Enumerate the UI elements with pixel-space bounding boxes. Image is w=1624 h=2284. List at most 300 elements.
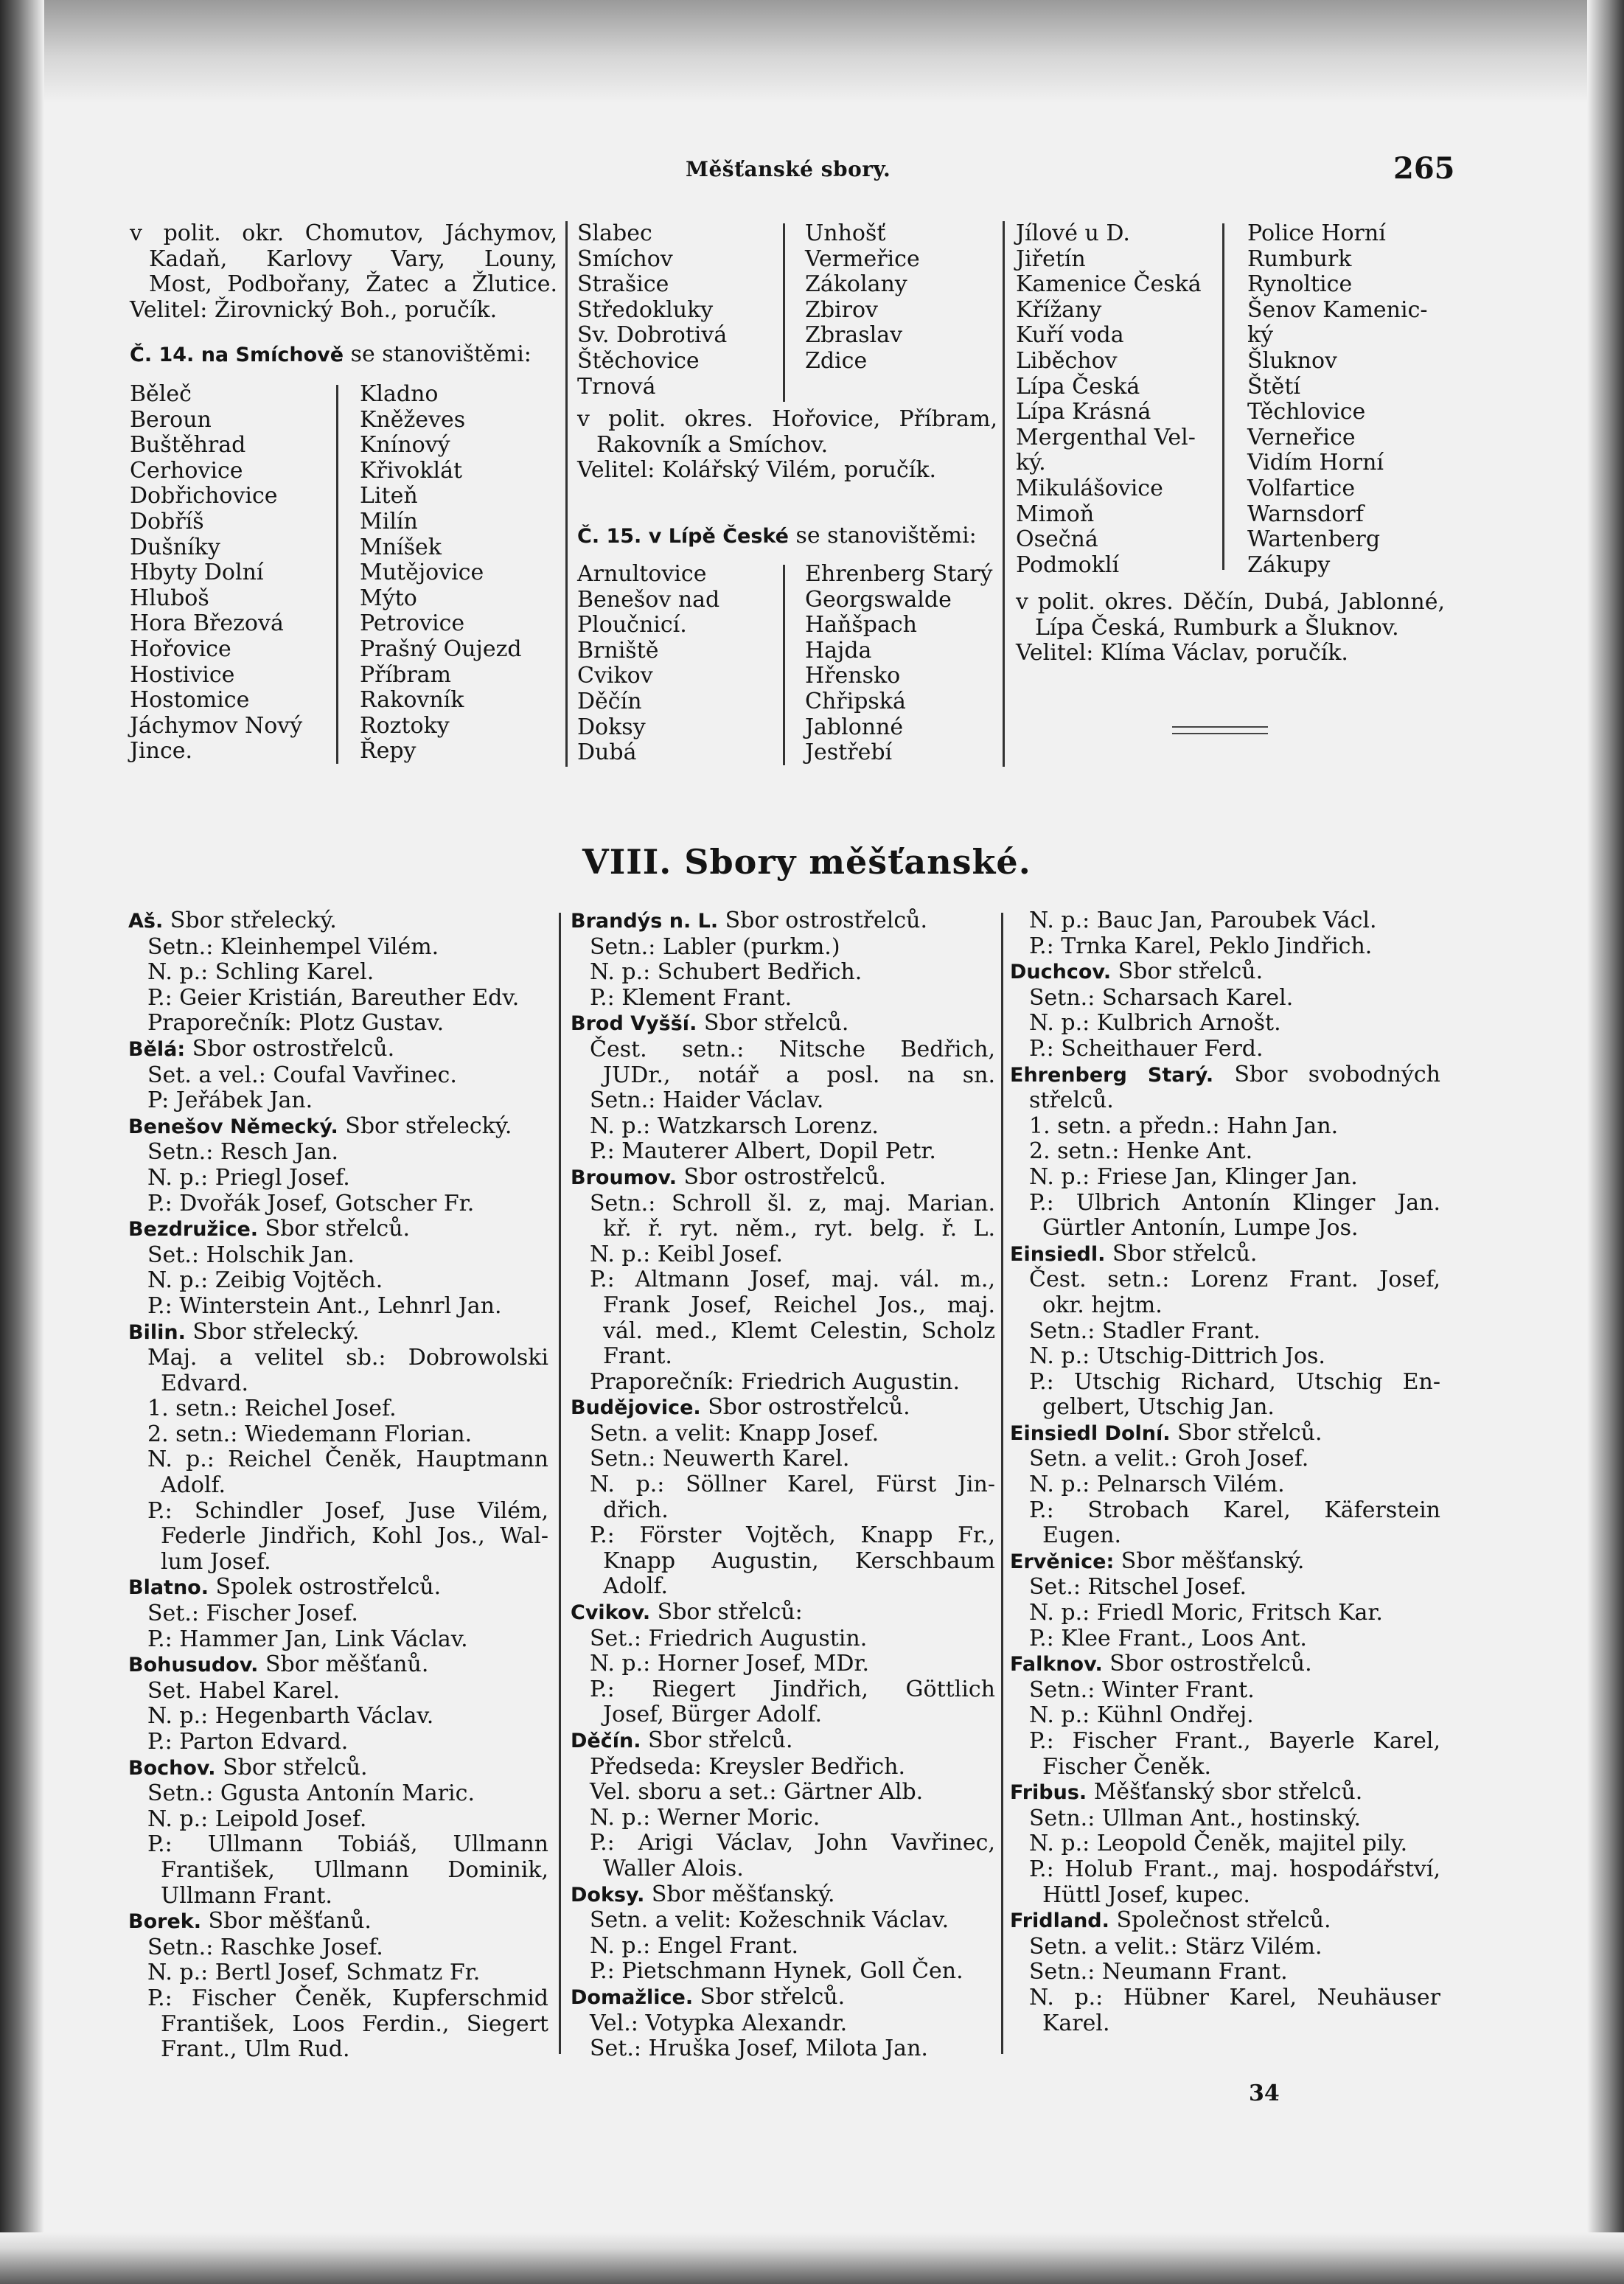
entry-text: Sbor střelecký. <box>338 1113 512 1139</box>
place-item: Hostomice <box>130 687 250 714</box>
place-item: Zákupy <box>1247 551 1331 578</box>
entry-line <box>128 1345 548 1371</box>
town-name: Borek. <box>128 1910 201 1934</box>
decorative-rule <box>1172 726 1268 728</box>
entry-heading <box>1010 1651 1440 1678</box>
place-item: Slabec <box>577 220 652 246</box>
entry-text: Set.: Friedrich Augustin. <box>590 1625 868 1651</box>
place-item: ký <box>1247 322 1274 349</box>
entry-line <box>571 1063 995 1089</box>
place-item: Hora Březová <box>130 610 284 637</box>
entry-line <box>571 1831 995 1856</box>
entry-text: Čest. setn.: Lorenz Frant. Josef, <box>1029 1267 1440 1293</box>
entry-line <box>1010 1446 1440 1472</box>
entry-text: 1. setn. a předn.: Hahn Jan. <box>1029 1113 1339 1139</box>
town-name: Ervěnice: <box>1010 1550 1115 1573</box>
entry-line <box>571 1498 995 1524</box>
place-item: Warnsdorf <box>1247 501 1364 527</box>
entry-text: P.: Altmann Josef, maj. vál. m., <box>590 1267 995 1293</box>
s15-outro <box>1016 590 1445 666</box>
entry-text: Sbor ostrostřelců. <box>677 1163 886 1190</box>
town-name: Doksy. <box>571 1883 645 1907</box>
entry-line <box>571 1242 995 1268</box>
entry-heading <box>571 1882 995 1909</box>
place-item: Wartenberg <box>1247 526 1381 553</box>
entry-line <box>1010 1806 1440 1832</box>
place-item: Hřensko <box>805 663 901 689</box>
entry-line <box>128 1781 548 1807</box>
entry-line <box>571 1267 995 1293</box>
entry-line <box>128 1294 548 1320</box>
entry-text: N. p.: Horner Josef, MDr. <box>590 1651 869 1677</box>
column-rule <box>1001 913 1003 2054</box>
town-name: Broumov. <box>571 1166 677 1189</box>
entry-text: Sbor měšťanů. <box>258 1651 429 1678</box>
entry-line <box>128 1088 548 1114</box>
place-item: Hořovice <box>130 636 231 662</box>
s14-title-rest: se stanovištěmi: <box>344 341 532 367</box>
entry-text: P.: Winterstein Ant., Lehnrl Jan. <box>147 1292 502 1319</box>
entry-text: N. p.: Kulbrich Arnošt. <box>1029 1010 1281 1037</box>
entry-text: P.: Ullmann Tobiáš, Ullmann <box>147 1831 548 1858</box>
town-name: Bělá: <box>128 1037 186 1061</box>
place-item: Zbirov <box>805 296 878 323</box>
entry-text: N. p.: Werner Moric. <box>590 1804 820 1831</box>
entry-line <box>128 1807 548 1833</box>
column-rule <box>1222 223 1224 570</box>
s14-list-c <box>577 221 727 400</box>
entry-text: Ullmann Frant. <box>161 1882 332 1909</box>
entry-text: Vel. sboru a set.: Gärtner Alb. <box>590 1779 924 1806</box>
entry-heading <box>1010 1421 1440 1447</box>
entry-text: P.: Fischer Frant., Bayerle Karel, <box>1029 1728 1440 1754</box>
entry-line <box>1010 1678 1440 1704</box>
text-line: Velitel: Klíma Václav, poručík. <box>1016 640 1348 666</box>
place-item: Mergenthal Vel- <box>1016 424 1196 450</box>
entry-line <box>1010 1191 1440 1216</box>
place-item: Knínový <box>360 432 450 459</box>
entry-text: N. p.: Engel Frant. <box>590 1932 799 1959</box>
entry-line <box>128 935 548 961</box>
entry-line <box>1010 1267 1440 1293</box>
s14-title-bold: Č. 14. na Smíchově <box>130 344 344 366</box>
entry-line <box>128 1550 548 1576</box>
entry-line <box>571 1702 995 1728</box>
entry-text: 2. setn.: Henke Ant. <box>1029 1138 1253 1165</box>
entry-line <box>571 1344 995 1370</box>
entry-text: P.: Ulbrich Antonín Klinger Jan. <box>1029 1189 1440 1216</box>
entry-heading <box>128 1216 548 1243</box>
entry-text: P.: Mauterer Albert, Dopil Petr. <box>590 1138 936 1165</box>
entry-text: N. p.: Schling Karel. <box>147 959 374 986</box>
place-item: ký. <box>1016 450 1046 476</box>
place-item: Kuří voda <box>1016 322 1124 349</box>
place-item: Buštěhrad <box>130 432 246 459</box>
entry-text: Set. a vel.: Coufal Vavřinec. <box>147 1062 457 1088</box>
entry-text: Frant., Ulm Rud. <box>161 2036 350 2063</box>
entry-text: Sbor střelců. <box>258 1216 411 1242</box>
s15-list-c <box>1016 221 1202 578</box>
entry-line <box>128 1601 548 1627</box>
entry-heading <box>128 1320 548 1346</box>
place-item: Cvikov <box>577 663 653 689</box>
entry-line <box>128 1473 548 1499</box>
entry-text: N. p.: Keibl Josef. <box>590 1241 783 1267</box>
entry-text: František, Ullmann Dominik, <box>161 1856 548 1883</box>
entry-line <box>1010 1857 1440 1883</box>
entry-line <box>1010 1216 1440 1242</box>
entry-text: Setn. a velit.: Stärz Vilém. <box>1029 1933 1322 1960</box>
entry-text: P.: Hammer Jan, Link Václav. <box>147 1626 468 1652</box>
entry-line <box>128 1627 548 1653</box>
entry-line <box>1010 1575 1440 1601</box>
entry-heading <box>1010 1242 1440 1268</box>
entry-line <box>1010 1395 1440 1421</box>
entry-heading <box>128 1114 548 1141</box>
entry-text: Setn.: Neumann Frant. <box>1029 1959 1288 1985</box>
town-name: Brod Vyšší. <box>571 1012 697 1036</box>
entries-column-3 <box>1010 908 1440 2036</box>
column-rule <box>559 913 561 2054</box>
place-item: Zákolany <box>805 271 907 298</box>
entry-text: Spolek ostrostřelců. <box>209 1574 442 1601</box>
entry-text: lum Josef. <box>161 1548 271 1575</box>
entry-text: Sbor střelců. <box>693 1983 846 2010</box>
entry-heading <box>571 1165 995 1191</box>
entry-line <box>1010 1831 1440 1857</box>
s15-list-b <box>805 562 992 766</box>
town-name: Benešov Německý. <box>128 1115 338 1138</box>
entry-text: P.: Pietschmann Hynek, Goll Čen. <box>590 1958 963 1985</box>
entry-text: Setn.: Ggusta Antonín Maric. <box>147 1780 475 1807</box>
s14-list-a <box>130 382 302 765</box>
entry-line <box>571 1908 995 1934</box>
entry-line <box>128 1524 548 1550</box>
entry-text: P.: Strobach Karel, Käferstein <box>1029 1497 1440 1523</box>
entry-text: P.: Trnka Karel, Peklo Jindřich. <box>1029 933 1373 959</box>
entry-line <box>128 1679 548 1705</box>
town-name: Blatno. <box>128 1576 209 1600</box>
text-line: Rakovník a Smíchov. <box>596 431 829 458</box>
entry-line <box>571 1651 995 1677</box>
entry-text: P.: Förster Vojtěch, Knapp Fr., <box>590 1522 995 1549</box>
entry-text: střelců. <box>1029 1087 1114 1114</box>
entry-line <box>571 1114 995 1140</box>
entry-heading <box>128 1755 548 1782</box>
entry-text: Federle Jindřich, Kohl Jos., Wal- <box>161 1523 548 1550</box>
entry-line <box>1010 1960 1440 1985</box>
place-item: Rakovník <box>360 687 464 714</box>
entry-text: Setn.: Raschke Josef. <box>147 1934 383 1960</box>
entry-text: N. p.: Leipold Josef. <box>147 1806 367 1832</box>
place-item: Příbram <box>360 661 451 688</box>
place-item: Těchlovice <box>1247 399 1366 425</box>
entry-text: P.: Parton Edvard. <box>147 1729 349 1755</box>
entry-text: N. p.: Hübner Karel, Neuhäuser <box>1029 1984 1440 2010</box>
entry-text: N. p.: Friedl Moric, Fritsch Kar. <box>1029 1600 1383 1626</box>
entry-text: Set. Habel Karel. <box>147 1677 341 1704</box>
entry-text: Adolf. <box>161 1472 226 1499</box>
place-item: Řepy <box>360 738 417 765</box>
section-heading: VIII. Sbory měšťanské. <box>582 842 1031 882</box>
place-item: Středokluky <box>577 296 714 323</box>
place-item: Petrovice <box>360 610 465 637</box>
entry-text: Sbor měšťanský. <box>644 1881 835 1907</box>
s14-title <box>130 342 532 369</box>
place-item: Milín <box>360 508 418 535</box>
entry-line <box>571 986 995 1012</box>
town-name: Domažlice. <box>571 1985 694 2009</box>
entry-line <box>128 1986 548 2012</box>
entry-line <box>128 1730 548 1755</box>
entry-line <box>128 960 548 986</box>
town-name: Einsiedl. <box>1010 1242 1106 1266</box>
entry-text: Sbor ostrostřelců. <box>1102 1651 1312 1677</box>
entry-line <box>128 1371 548 1397</box>
entry-heading <box>571 908 995 935</box>
entry-line <box>1010 1088 1440 1114</box>
place-item: Hbyty Dolní <box>130 560 264 586</box>
entry-text: Hüttl Josef, kupec. <box>1042 1881 1250 1908</box>
entry-line <box>571 1755 995 1780</box>
entry-text: Knapp Augustin, Kerschbaum <box>603 1547 995 1574</box>
entry-line <box>1010 934 1440 960</box>
entry-line <box>1010 908 1440 934</box>
entry-text: Set.: Fischer Josef. <box>147 1601 358 1627</box>
place-item: Hajda <box>805 637 872 664</box>
s14-outro <box>577 407 997 484</box>
s14-list-b <box>360 382 522 765</box>
entry-text: kř. ř. ryt. něm., ryt. belg. ř. L. <box>603 1216 995 1242</box>
entries-column-2 <box>571 908 995 2062</box>
entry-text: N. p.: Hegenbarth Václav. <box>147 1703 434 1730</box>
place-item: Smíchov <box>577 246 673 272</box>
entry-heading <box>1010 1062 1440 1089</box>
place-item: Mýto <box>360 585 417 611</box>
page-number: 265 <box>1393 151 1455 186</box>
entry-heading <box>1010 1908 1440 1935</box>
entry-line <box>1010 1011 1440 1037</box>
entry-text: Fischer Čeněk. <box>1042 1753 1212 1780</box>
entry-text: Setn.: Labler (purkm.) <box>590 933 840 960</box>
entry-text: Setn.: Resch Jan. <box>147 1139 339 1166</box>
entry-text: N. p.: Friese Jan, Klinger Jan. <box>1029 1163 1358 1190</box>
entry-line <box>128 1960 548 1986</box>
town-name: Einsiedl Dolní. <box>1010 1421 1171 1445</box>
entry-text: Setn.: Scharsach Karel. <box>1029 984 1294 1011</box>
place-item: Unhošť <box>805 220 886 246</box>
entry-text: P.: Geier Kristián, Bareuther Edv. <box>147 984 520 1011</box>
entry-line <box>1010 1626 1440 1652</box>
place-item: Georgswalde <box>805 586 952 613</box>
town-name: Brandýs n. L. <box>571 910 719 933</box>
place-item: Děčín <box>577 688 642 714</box>
entry-line <box>128 1063 548 1089</box>
place-item: Trnová <box>577 373 656 400</box>
entry-text: Sbor ostrostřelců. <box>185 1035 395 1062</box>
entry-line <box>571 1216 995 1242</box>
place-item: Jiřetín <box>1016 246 1086 272</box>
entry-text: Sbor ostrostřelců. <box>700 1394 910 1421</box>
place-item: Jáchymov Nový <box>130 712 303 739</box>
place-item: Police Horní <box>1247 220 1386 246</box>
entry-text: Sbor střelců: <box>650 1599 803 1626</box>
entry-line <box>571 1191 995 1217</box>
entry-text: Setn.: Neuwerth Karel. <box>590 1446 850 1472</box>
entry-heading <box>571 1600 995 1626</box>
entry-text: Předseda: Kreysler Bedřich. <box>590 1753 906 1780</box>
entry-text: Setn.: Kleinhempel Vilém. <box>147 933 439 960</box>
place-item: Křížany <box>1016 296 1102 323</box>
entry-line <box>128 1447 548 1473</box>
entry-text: Karel. <box>1042 2010 1110 2036</box>
entry-text: Sbor střelců. <box>1170 1419 1322 1446</box>
entry-line <box>1010 1114 1440 1140</box>
entry-text: František, Loos Ferdin., Siegert <box>161 2010 548 2037</box>
town-name: Ehrenberg Starý. <box>1010 1063 1214 1087</box>
entry-text: Setn.: Ullman Ant., hostinský. <box>1029 1805 1361 1831</box>
entry-text: Setn. a velit.: Groh Josef. <box>1029 1446 1309 1472</box>
s15-title-bold: Č. 15. v Lípě České <box>577 525 789 548</box>
place-item: Hostivice <box>130 661 235 688</box>
scan-shadow-left <box>0 0 44 2284</box>
place-item: Haňšpach <box>805 612 917 638</box>
entry-text: Frank Josef, Reichel Jos., maj. <box>603 1292 995 1318</box>
entry-text: P.: Dvořák Josef, Gotscher Fr. <box>147 1190 475 1216</box>
entry-line <box>1010 1883 1440 1909</box>
place-item: Volfartice <box>1247 475 1356 501</box>
entry-line <box>1010 1601 1440 1626</box>
scan-shadow-top <box>0 0 1624 103</box>
place-item: Štětí <box>1247 373 1301 400</box>
place-item: Cerhovice <box>130 457 243 484</box>
entry-text: okr. hejtm. <box>1042 1292 1163 1318</box>
entry-text: Vel.: Votypka Alexandr. <box>590 2010 848 2036</box>
entry-line <box>571 2036 995 2062</box>
place-item: Kněževes <box>360 406 466 433</box>
entry-line <box>571 1549 995 1575</box>
entry-line <box>571 1806 995 1831</box>
entry-line <box>571 1472 995 1498</box>
column-rule <box>1003 221 1005 767</box>
entry-line <box>128 1396 548 1422</box>
entry-line <box>571 1523 995 1549</box>
entry-text: Setn.: Haider Václav. <box>590 1087 824 1114</box>
entry-text: N. p.: Kühnl Ondřej. <box>1029 1702 1254 1729</box>
entry-line <box>1010 1935 1440 1960</box>
place-item: Vidím Horní <box>1247 450 1384 476</box>
entry-text: Adolf. <box>603 1573 669 1600</box>
entry-text: N. p.: Utschig-Dittrich Jos. <box>1029 1343 1325 1370</box>
place-item: Kladno <box>360 381 439 407</box>
entry-line <box>1010 1472 1440 1498</box>
place-item: Beroun <box>130 406 212 433</box>
place-item: Lípa Krásná <box>1016 399 1151 425</box>
place-item: Jince. <box>130 738 193 765</box>
entry-text: Frant. <box>603 1343 672 1370</box>
entry-line <box>128 2012 548 2038</box>
entry-text: P.: Arigi Václav, John Vavřinec, <box>590 1830 995 1856</box>
entry-text: Sbor ostrostřelců. <box>718 908 928 933</box>
entry-line <box>128 1832 548 1858</box>
entry-text: N. p.: Priegl Josef. <box>147 1164 350 1191</box>
entry-line <box>128 1884 548 1909</box>
entry-text: Společnost střelců. <box>1109 1907 1331 1934</box>
entry-line <box>1010 1165 1440 1191</box>
entry-text: Čest. setn.: Nitsche Bedřich, <box>590 1036 995 1062</box>
entry-line <box>128 1422 548 1448</box>
entry-heading <box>128 1909 548 1935</box>
entry-line <box>128 1243 548 1269</box>
place-item: Zdice <box>805 347 868 374</box>
entry-line <box>571 1139 995 1165</box>
entry-text: Setn. a velit: Kožeschnik Václav. <box>590 1907 949 1934</box>
place-item: Ehrenberg Starý <box>805 561 993 587</box>
place-item: Mimoň <box>1016 501 1095 527</box>
entry-line <box>1010 1498 1440 1524</box>
entry-line <box>571 1421 995 1447</box>
entry-text: Sbor svobodných <box>1213 1061 1440 1087</box>
place-item: Sv. Dobrotivá <box>577 322 728 349</box>
entry-text: P.: Fischer Čeněk, Kupferschmid <box>147 1985 548 2011</box>
text-line: Kadaň, Karlovy Vary, Louny, <box>149 246 557 272</box>
entry-text: Sbor střelců. <box>641 1727 793 1753</box>
entry-line <box>128 1268 548 1294</box>
decorative-rule <box>1172 733 1268 734</box>
column-rule <box>565 221 568 767</box>
place-item: Rynoltice <box>1247 271 1353 298</box>
entry-line <box>128 2037 548 2063</box>
place-item: Šluknov <box>1247 347 1337 374</box>
sheet-number: 34 <box>1249 2081 1280 2106</box>
scan-shadow-right <box>1587 0 1624 2284</box>
place-item: Mníšek <box>360 534 442 560</box>
s14-list-d <box>805 221 920 375</box>
entry-text: N. p.: Söllner Karel, Fürst Jin- <box>590 1472 995 1498</box>
s15-title-rest: se stanovištěmi: <box>788 523 977 549</box>
entry-line <box>128 1011 548 1037</box>
entry-text: Setn.: Winter Frant. <box>1029 1677 1255 1703</box>
entry-text: Sbor měšťanský. <box>1114 1547 1305 1574</box>
entry-heading <box>571 1395 995 1421</box>
place-item: Štěchovice <box>577 347 700 374</box>
entry-line <box>571 935 995 961</box>
entry-line <box>128 1935 548 1961</box>
town-name: Duchcov. <box>1010 961 1112 984</box>
entry-text: Josef, Bürger Adolf. <box>603 1702 822 1728</box>
entry-text: Edvard. <box>161 1370 249 1396</box>
place-item: Zbraslav <box>805 322 903 349</box>
town-name: Falknov. <box>1010 1653 1103 1677</box>
entry-line <box>571 1856 995 1882</box>
entry-text: Waller Alois. <box>603 1855 744 1881</box>
column-rule <box>783 223 785 402</box>
place-item: Liteň <box>360 483 418 509</box>
entry-line <box>128 1140 548 1166</box>
entry-text: P.: Utschig Richard, Utschig En- <box>1029 1368 1440 1395</box>
entry-text: Sbor střelců. <box>1111 958 1264 985</box>
place-item: Podmoklí <box>1016 551 1120 578</box>
place-item: Vermeřice <box>805 246 920 272</box>
entry-line <box>1010 1729 1440 1755</box>
text-line: Velitel: Žirovnický Boh., poručík. <box>130 296 498 323</box>
place-item: Verneřice <box>1247 424 1356 450</box>
entry-text: Praporečník: Plotz Gustav. <box>147 1010 445 1037</box>
entry-line <box>571 1626 995 1652</box>
entry-line <box>571 1037 995 1063</box>
entry-text: gelbert, Utschig Jan. <box>1042 1394 1275 1421</box>
place-item: Lípa Česká <box>1016 373 1140 400</box>
